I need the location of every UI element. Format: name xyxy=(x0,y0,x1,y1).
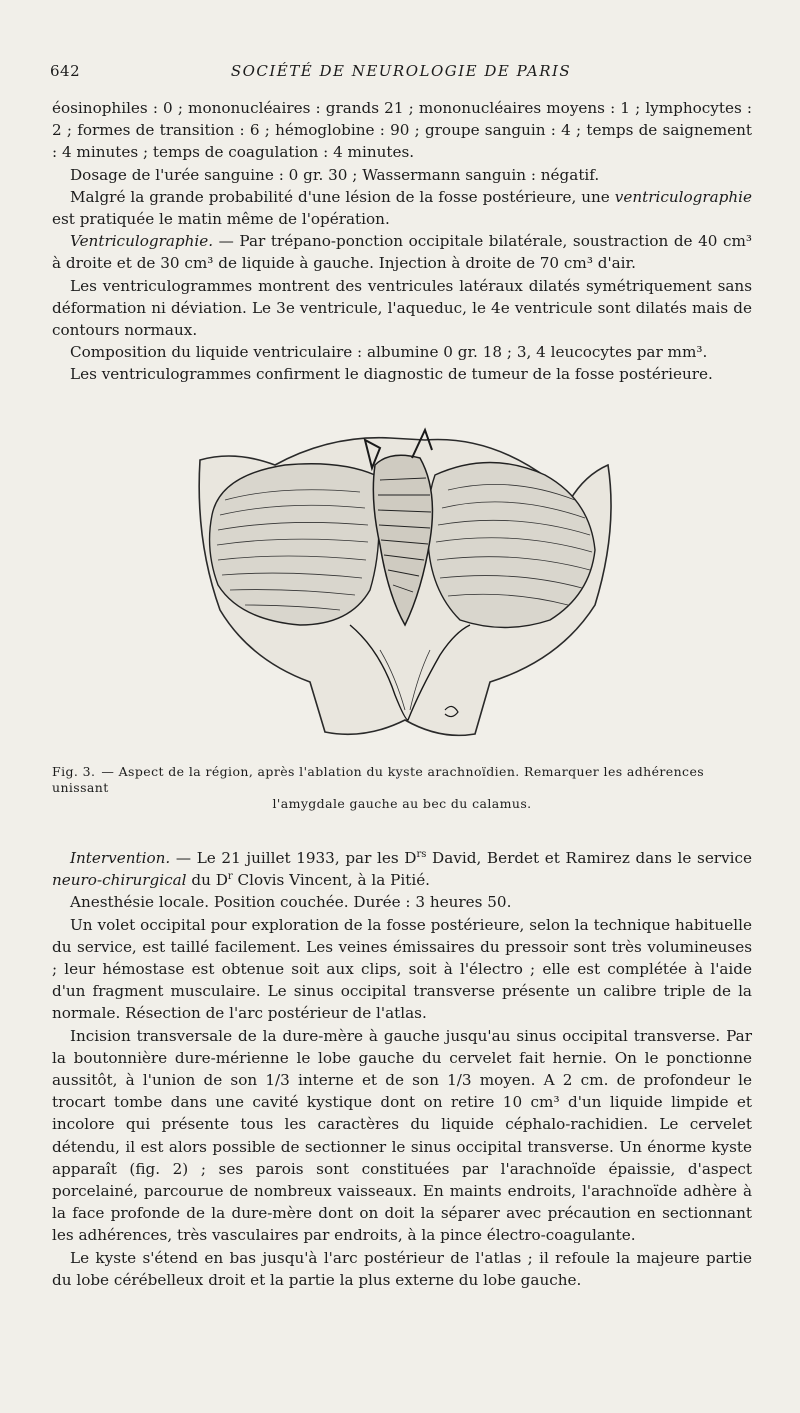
paragraph-volet-occipital: Un volet occipital pour exploration de la fosse postérieure, selon la technique habituelle du service, est taillé facilement. Les veines émissaires du pressoir sont très volumineuses ; leur hémostase est obtenue soit aux clips, soit à l'électro ; elle est complétée à l'aide d'un fragment musculaire. Le sinus occipital transverse présente un calibre triple de la normale. Résection de l'arc postérieur de l'atlas. xyxy=(52,915,752,1023)
paragraph-uree: Dosage de l'urée sanguine : 0 gr. 30 ; Wassermann sanguin : négatif. xyxy=(70,165,600,184)
figure-caption xyxy=(52,764,752,812)
paragraph-composition: Composition du liquide ventriculaire : albumine 0 gr. 18 ; 3, 4 leucocytes par mm³. xyxy=(70,343,708,362)
paragraph-intervention: Intervention. — Le 21 juillet 1933, par les $D^{rs}$ David, Berdet et Ramirez dans le service neuro-chirurgical du $D^r$ Clovis Vincent, à la Pitié. xyxy=(52,848,753,890)
paragraph-ventriculographie: Ventriculographie. — Par trépano-ponction occipitale bilatérale, soustraction de 40 cm³ à droite et de 30 cm³ de liquide à gauche. Injection à droite de 70 cm³ d'air. xyxy=(52,232,752,273)
text-block-bottom xyxy=(52,847,752,1291)
text-block-top xyxy=(52,97,752,386)
page-header xyxy=(50,62,752,84)
paragraph-ventriculogrammes: Les ventriculogrammes montrent des ventricules latéraux dilatés symétriquement sans déformation ni déviation. Le 3e ventricule, l'aqueduc, le 4e ventricule sont dilatés mais de contours normaux. xyxy=(52,276,752,340)
page-number: 642 xyxy=(50,62,81,80)
paragraph-kyste: Le kyste s'étend en bas jusqu'à l'arc postérieur de l'atlas ; il refoule la majeure partie du lobe cérébelleux droit et la partie la plus externe du lobe gauche. xyxy=(52,1248,752,1289)
paragraph-blood-count: éosinophiles : 0 ; mononucléaires : grands 21 ; mononucléaires moyens : 1 ; lymphocytes : 2 ; formes de transition : 6 ; hémoglobine : 90 ; groupe sanguin : 4 ; temps de saignement : 4 minutes ; temps de coagulation : 4 minutes. xyxy=(52,99,752,162)
caption-line-2: l'amygdale gauche au bec du calamus. xyxy=(272,796,532,811)
paragraph-incision: Incision transversale de la dure-mère à gauche jusqu'au sinus occipital transverse. Par la boutonnière dure-mérienne le lobe gauche du cervelet fait hernie. On le ponctionne aussitôt, à l'union de son 1/3 interne et de son 1/3 moyen. A 2 cm. de profondeur le trocart tombe dans une cavité kystique dont on retire 10 cm³ d'un liquide limpide et incolore qui présente tous les caractères du liquide céphalo-rachidien. Le cervelet détendu, il est alors possible de sectionner le sinus occipital transverse. Un énorme kyste apparaît (fig. 2) ; ses parois sont constituées par l'arachnoïde épaissie, d'aspect porcelainé, parcourue de nombreux vaisseaux. En maints endroits, l'arachnoïde adhère à la face profonde de la dure-mère dont on doit la séparer avec précaution en sectionnant les adhérences, très vasculaires par endroits, à la pince électro-coagulante. xyxy=(52,1026,752,1245)
figure-label: Fig. 3. xyxy=(52,764,96,779)
figure-cerebellum-illustration xyxy=(190,420,620,740)
paragraph-anesthesie: Anesthésie locale. Position couchée. Durée : 3 heures 50. xyxy=(70,893,512,912)
paragraph-probabilite: Malgré la grande probabilité d'une lésion de la fosse postérieure, une ventriculographie est pratiquée le matin même de l'opération. xyxy=(52,187,752,229)
caption-line-1: — Aspect de la région, après l'ablation du kyste arachnoïdien. Remarquer les adhérences unissant xyxy=(52,764,705,795)
paragraph-confirmation: Les ventriculogrammes confirment le diagnostic de tumeur de la fosse postérieure. xyxy=(70,365,713,384)
running-title: SOCIÉTÉ DE NEUROLOGIE DE PARIS xyxy=(230,62,572,80)
